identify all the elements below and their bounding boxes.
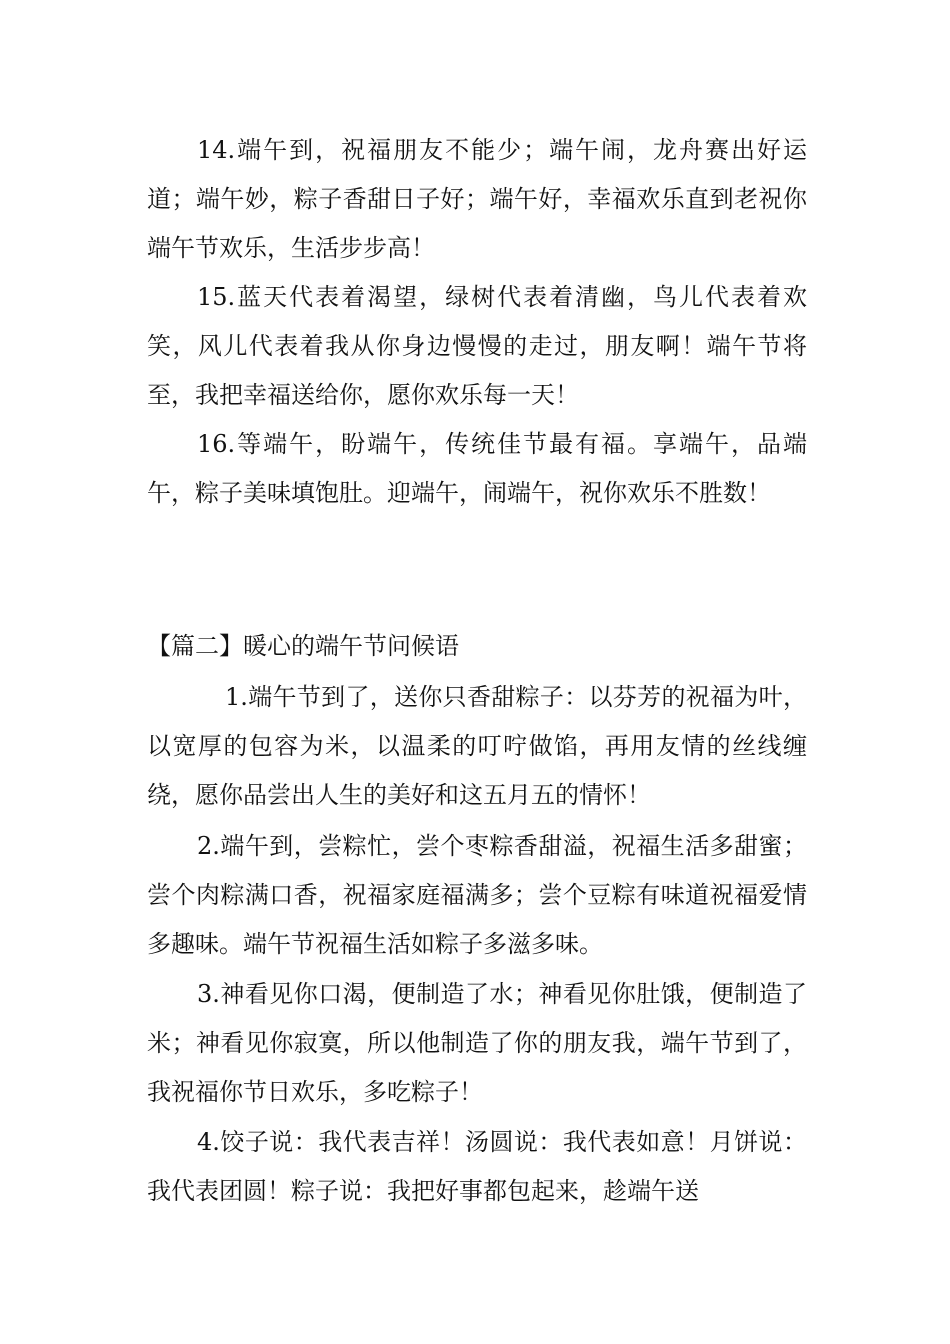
paragraph-15: 15.蓝天代表着渴望，绿树代表着清幽，鸟儿代表着欢笑，风儿代表着我从你身边慢慢的走过，朋友啊！端午节将至，我把幸福送给你，愿你欢乐每一天！ [147, 283, 807, 409]
paragraph-b4: 4.饺子说：我代表吉祥！汤圆说：我代表如意！月饼说：我代表团圆！粽子说：我把好事都包起来，趁端午送 [147, 1128, 807, 1205]
paragraph-b1: 1.端午节到了，送你只香甜粽子：以芬芳的祝福为叶，以宽厚的包容为米，以温柔的叮咛做馅，再用友情的丝线缠绕，愿你品尝出人生的美好和这五月五的情怀！ [147, 683, 807, 809]
paragraph-14: 14.端午到，祝福朋友不能少；端午闹，龙舟赛出好运道；端午妙，粽子香甜日子好；端午好，幸福欢乐直到老祝你端午节欢乐，生活步步高！ [147, 136, 807, 262]
section-title: 【篇二】暖心的端午节问候语 [147, 632, 459, 660]
paragraph-b3: 3.神看见你口渴，便制造了水；神看见你肚饿，便制造了米；神看见你寂寞，所以他制造了你的朋友我，端午节到了，我祝福你节日欢乐，多吃粽子！ [147, 980, 807, 1106]
paragraph-16: 16.等端午，盼端午，传统佳节最有福。享端午，品端午，粽子美味填饱肚。迎端午，闹端午，祝你欢乐不胜数！ [147, 430, 807, 507]
paragraph-b2: 2.端午到，尝粽忙，尝个枣粽香甜溢，祝福生活多甜蜜；尝个肉粽满口香，祝福家庭福满多；尝个豆粽有味道祝福爱情多趣味。端午节祝福生活如粽子多滋多味。 [147, 832, 807, 958]
